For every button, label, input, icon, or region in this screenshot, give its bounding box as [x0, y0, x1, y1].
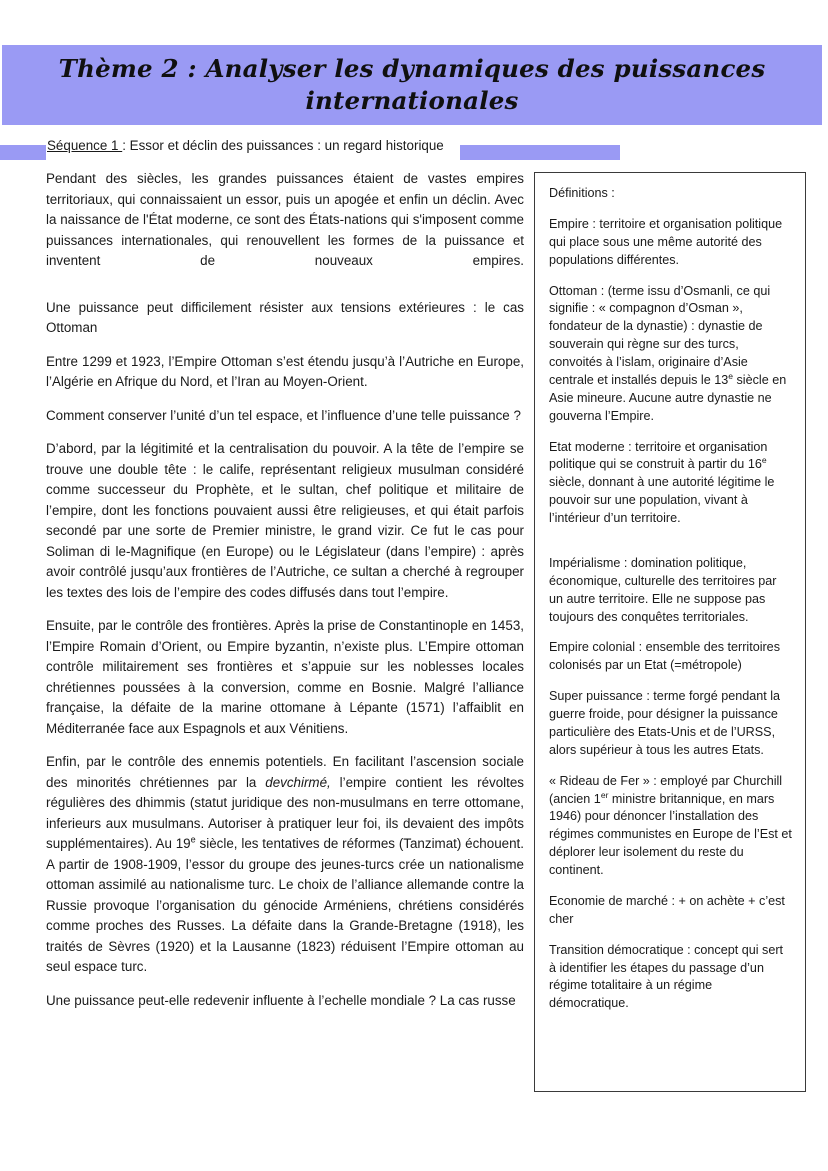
paragraph-question-russia: Une puissance peut-elle redevenir influente à l’echelle mondiale ? La cas russe [46, 992, 516, 1008]
enemies-text-part-3: siècle, les tentatives de réformes (Tanzimat) échouent. A partir de 1908-1909, l’essor du groupe des jeunes-turcs crée un nationalisme ottoman assimilé au nationalisme turc. Le choix de l’alliance allemande contre la Russie provoque l’organisation du génocide Arméniens, chrétiens considérés comme proches des Russes. La défaite dans la Grande-Bretagne (1918), les traités de Sèvres (1920) et la Lausanne (1823) réduisent l’Empire ottoman au seul espace turc. [46, 836, 524, 974]
main-text-column [46, 169, 524, 1024]
title-banner [2, 45, 822, 125]
definition-economie-de-marche: Economie de marché : + on achète + c’est cher [549, 893, 785, 926]
paragraph-question-ottoman: Une puissance peut difficilement résister aux tensions extérieures : le cas Ottoman [46, 299, 524, 335]
ordinal-suffix-1er: er [600, 789, 609, 800]
ordinal-suffix-16e: e [761, 455, 767, 466]
sequence-label: Séquence 1 [47, 138, 123, 153]
definition-etat-moderne-part-2: siècle, donnant à une autorité légitime le pouvoir sur une population, vivant à l’intérieur d’un territoire. [549, 475, 775, 525]
definition-empire: Empire : territoire et organisation politique qui place sous une même autorité des populations différentes. [549, 216, 783, 267]
definition-empire-colonial: Empire colonial : ensemble des territoires colonisés par un Etat (=métropole) [549, 640, 780, 673]
definition-etat-moderne [549, 439, 792, 528]
definition-rideau-part-1: « Rideau de Fer » : employé par Churchill (ancien 1 [549, 773, 783, 806]
term-devchirme: devchirmé, [265, 774, 331, 790]
decorative-purple-block-right [460, 145, 620, 160]
decorative-purple-block-left [0, 145, 46, 160]
paragraph-enemies [46, 752, 524, 978]
paragraph-expansion: Entre 1299 et 1923, l’Empire Ottoman s’est étendu jusqu’à l’Autriche en Europe, l’Algérie en Afrique du Nord, et l’Iran au Moyen-Orient. [46, 353, 524, 389]
definition-rideau-de-fer [549, 773, 792, 880]
definition-imperialisme: Impérialisme : domination politique, économique, culturelle des territoires par un autre territoire. Elle ne suppose pas toujours des conquêtes territoriales. [549, 555, 777, 624]
paragraph-borders: Ensuite, par le contrôle des frontières. Après la prise de Constantinople en 1453, l’Empire Romain d’Orient, ou Empire byzantin, n’existe plus. L’Empire ottoman contrôle militairement ses frontières et s’appuie sur les noblesses locales chrétiennes poussées à la conversion, comme en Bosnie. Malgré l’alliance française, la défaite de la marine ottomane à Lépante (1571) l’affaiblit en Méditerranée face aux Espagnols et aux Vénitiens. [46, 618, 524, 736]
paragraph-intro: Pendant des siècles, les grandes puissances étaient de vastes empires territoriaux, qui connaissaient un essor, puis un apogée et enfin un déclin. Avec la naissance de l'État moderne, ce sont des États-nations qui s'imposent comme puissances internationales, qui renouvellent les formes de la puissance et inventent de nouveaux empires. [46, 171, 524, 268]
definition-rideau-part-2: ministre britannique, en mars 1946) pour dénoncer l’installation des régimes communistes en Europe de l’Est et déplorer leur isolement du reste du continent. [549, 791, 792, 877]
sequence-heading [47, 136, 444, 156]
ordinal-suffix-13e: e [728, 370, 733, 381]
definition-transition-democratique: Transition démocratique : concept qui sert à identifier les étapes du passage d’un régime totalitaire à un régime démocratique. [549, 942, 784, 1011]
paragraph-legitimacy: D’abord, par la légitimité et la centralisation du pouvoir. A la tête de l’empire se trouve une double tête : le calife, représentant religieux musulman considéré comme successeur du Prophète, et le sultan, chef politique et militaire de l’empire, dont les fonctions pouvaient aussi être religieuses, et qui était parfois secondé par une sorte de Premier ministre, le grand vizir. Ce fut le cas pour Soliman di le-Magnifique (en Europe) ou le Législateur (dans l’empire) : après avoir contrôlé jusqu’aux frontières de l’Autriche, ce sultan a cherché à regrouper les textes des lois de l’empire des codes diffusés dans tout l’empire. [46, 441, 524, 600]
enemies-text-part-1: Enfin, par le contrôle des ennemis potentiels. En facilitant l’ascension sociale des minorités chrétiennes par la [46, 754, 524, 790]
definitions-box [534, 172, 806, 1092]
definition-super-puissance: Super puissance : terme forgé pendant la guerre froide, pour désigner la puissance particulière des Etats-Unis et de l’URSS, alors supérieur à tous les autres Etats. [549, 689, 781, 757]
sequence-row [0, 136, 828, 162]
sequence-subtitle: : Essor et déclin des puissances : un regard historique [122, 138, 444, 153]
ordinal-suffix-19e: e [190, 834, 196, 845]
definitions-heading: Définitions : [549, 186, 615, 200]
definition-ottoman-part-1: Ottoman : (terme issu d’Osmanli, ce qui signifie : « compagnon d’Osman », fondateur de la dynastie) : dynastie de souverain qui règne sur des turcs, convoités à l’islam, originaire d’Asie centrale et installés depuis le 13 [549, 283, 771, 387]
title-line-2: internationales [305, 86, 519, 115]
page-title [42, 53, 782, 118]
definition-etat-moderne-part-1: Etat moderne : territoire et organisation politique qui se construit à partir du 16 [549, 439, 768, 472]
paragraph-question-unity: Comment conserver l’unité d’un tel espace, et l’influence d’une telle puissance ? [46, 407, 521, 423]
definition-ottoman-part-2: siècle en Asie mineure. Aucune autre dynastie ne gouverna l’Empire. [549, 372, 787, 423]
title-line-1: Thème 2 : Analyser les dynamiques des puissances [58, 53, 766, 83]
definition-ottoman [549, 283, 792, 426]
enemies-text-part-2: l’empire contient les révoltes régulières des dhimmis (statut juridique des non-musulmans en terre ottomane, inferieurs aux musulmans. Autoriser à pratiquer leur foi, ils devaient des impôts supplémentaires). Au 19 [46, 774, 524, 851]
